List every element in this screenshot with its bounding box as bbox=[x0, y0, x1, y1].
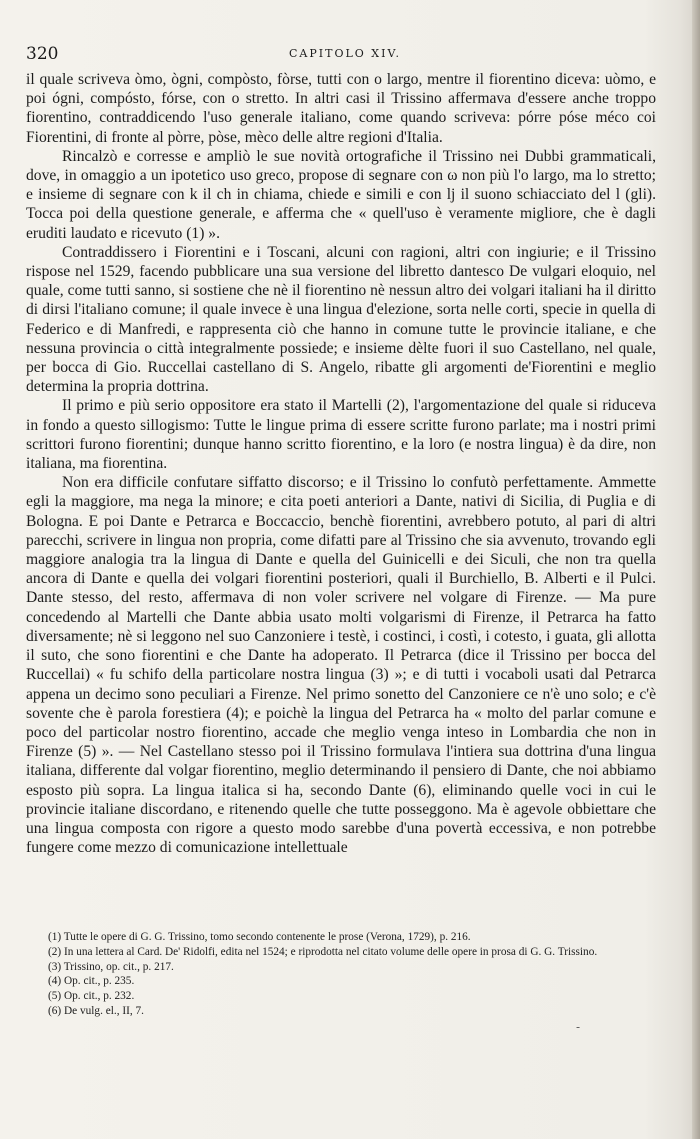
paragraph: Non era difficile confutare siffatto discorso; e il Trissino lo confutò perfettamente. Ammette egli la maggiore, ma nega la minore; e cita poeti anteriori a Dante, nativi di Sicilia, di Puglia e di Bologna. E poi Dante e Petrarca e Boccaccio, benchè fiorentini, avrebbero potuto, al pari di altri parecchi, scrivere in lingua non propria, come difatti pare al Trissino che sia avvenuto, trovando egli maggiore analogia tra la lingua di Dante e quella del Guinicelli e dei Siculi, che non tra quella ancora di Dante e quella dei volgari fiorentini posteriori, quali il Burchiello, B. Alberti e il Pulci. Dante stesso, del resto, affermava di non voler scrivere nel volgare di Firenze. — Ma pure concedendo al Martelli che Dante abbia usato molti volgarismi di Firenze, il Petrarca ha fatto diversamente; nè si leggono nel suo Canzoniere i testè, i costinci, i costì, i cotesto, i guata, gli allotta il suto, che sono fiorentini e che Dante ha adoperato. Il Petrarca (dice il Trissino per bocca del Ruccellai) « fu schifo della particolare nostra lingua (3) »; e di tutti i vocaboli usati dal Petrarca appena un decimo sono peculiari a Firenze. Nel primo sonetto del Canzoniere ce n'è uno solo; e c'è sovente che è parola forestiera (4); e poichè la lingua del Petrarca ha « molto del parlar comune e poco del particolar nostro fiorentino, accade che meglio venga inteso in Lombardia che non in Firenze (5) ». — Nel Castellano stesso poi il Trissino formulava l'intiera sua dottrina d'una lingua italiana, differente dal volgar fiorentino, meglio determinando il pensiero di Dante, che noi abbiamo esposto più sopra. La lingua italica si ha, secondo Dante (6), eliminando quelle voci in cui le provincie italiane discordano, e ritenendo quelle che tutte posseggono. Ma è agevole obbiettare che una lingua composta con rigore a questo modo sarebbe d'una povertà eccessiva, e non potrebbe fungere come mezzo di comunicazione intellettuale bbox=[26, 474, 656, 857]
paragraph: Rincalzò e corresse e ampliò le sue novità ortografiche il Trissino nei Dubbi grammaticali, dove, in omaggio a un ipotetico uso greco, propose di segnare con ω non più l'o largo, ma lo stretto; e insieme di segnare con k il ch in chiama, chiede e simili e con lj il suono schiacciato del l (gli). Tocca poi della questione generale, e afferma che « quell'uso è veramente migliore, che è dagli eruditi laudato e ricevuto (1) ». bbox=[26, 147, 656, 242]
footnotes bbox=[26, 930, 656, 1019]
page-header bbox=[26, 44, 664, 66]
footnote: (3) Trissino, op. cit., p. 217. bbox=[48, 960, 174, 973]
page-edge-shadow bbox=[692, 0, 700, 1139]
running-head: CAPITOLO XIV. bbox=[289, 47, 401, 60]
paragraph: Il primo e più serio oppositore era stato il Martelli (2), l'argomentazione del quale si riduceva in fondo a questo sillogismo: Tutte le lingue prima di essere scritte furono parlate; ma i nostri primi scrittori furono fiorentini; dunque hanno scritto fiorentino, e la loro (e nostra lingua) è da dire, non italiana, ma fiorentina. bbox=[26, 397, 656, 473]
footnote: (6) De vulg. el., II, 7. bbox=[48, 1004, 144, 1017]
body-text bbox=[26, 70, 656, 857]
ink-mark: - bbox=[576, 1020, 581, 1034]
footnote: (1) Tutte le opere di G. G. Trissino, tomo secondo contenente le prose (Verona, 1729), p. 216. bbox=[48, 931, 471, 943]
footnote: (2) In una lettera al Card. De' Ridolfi, edita nel 1524; e riprodotta nel citato volume delle opere in prosa di G. G. Trissino. bbox=[48, 945, 598, 958]
paragraph: Contraddissero i Fiorentini e i Toscani, alcuni con ragioni, altri con ingiurie; e il Trissino rispose nel 1529, facendo pubblicare una sua versione del libretto dantesco De vulgari eloquio, nel quale, come tutti sanno, si sostiene che nè il fiorentino nè nessun altro dei volgari italiani ha il diritto di dirsi l'italiano comune; il quale invece è una lingua d'elezione, sorta nelle corti, specie in quella di Federico e di Manfredi, e rappresenta ciò che hanno in comune tutte le provincie italiane, e che nessuna provincia o città integralmente possiede; e insieme dèlte fuori il suo Castellano, nel quale, per bocca di Gio. Ruccellai castellano di S. Angelo, ribatte gli argomenti de'Fiorentini e meglio determina la propria dottrina. bbox=[26, 243, 656, 396]
paragraph: il quale scriveva òmo, ògni, compòsto, fòrse, tutti con o largo, mentre il fiorentino diceva: uòmo, e poi ógni, compósto, fórse, con o stretto. In altri casi il Trissino affermava d'essere anche troppo fiorentino, contraddicendo l'uso generale italiano, come quando scriveva: pórre póse méco coi Fiorentini, di fronte al pòrre, pòse, mèco delle altre regioni d'Italia. bbox=[26, 71, 656, 146]
footnote: (4) Op. cit., p. 235. bbox=[48, 975, 135, 988]
footnote: (5) Op. cit., p. 232. bbox=[48, 990, 135, 1003]
page-number: 320 bbox=[26, 44, 59, 64]
